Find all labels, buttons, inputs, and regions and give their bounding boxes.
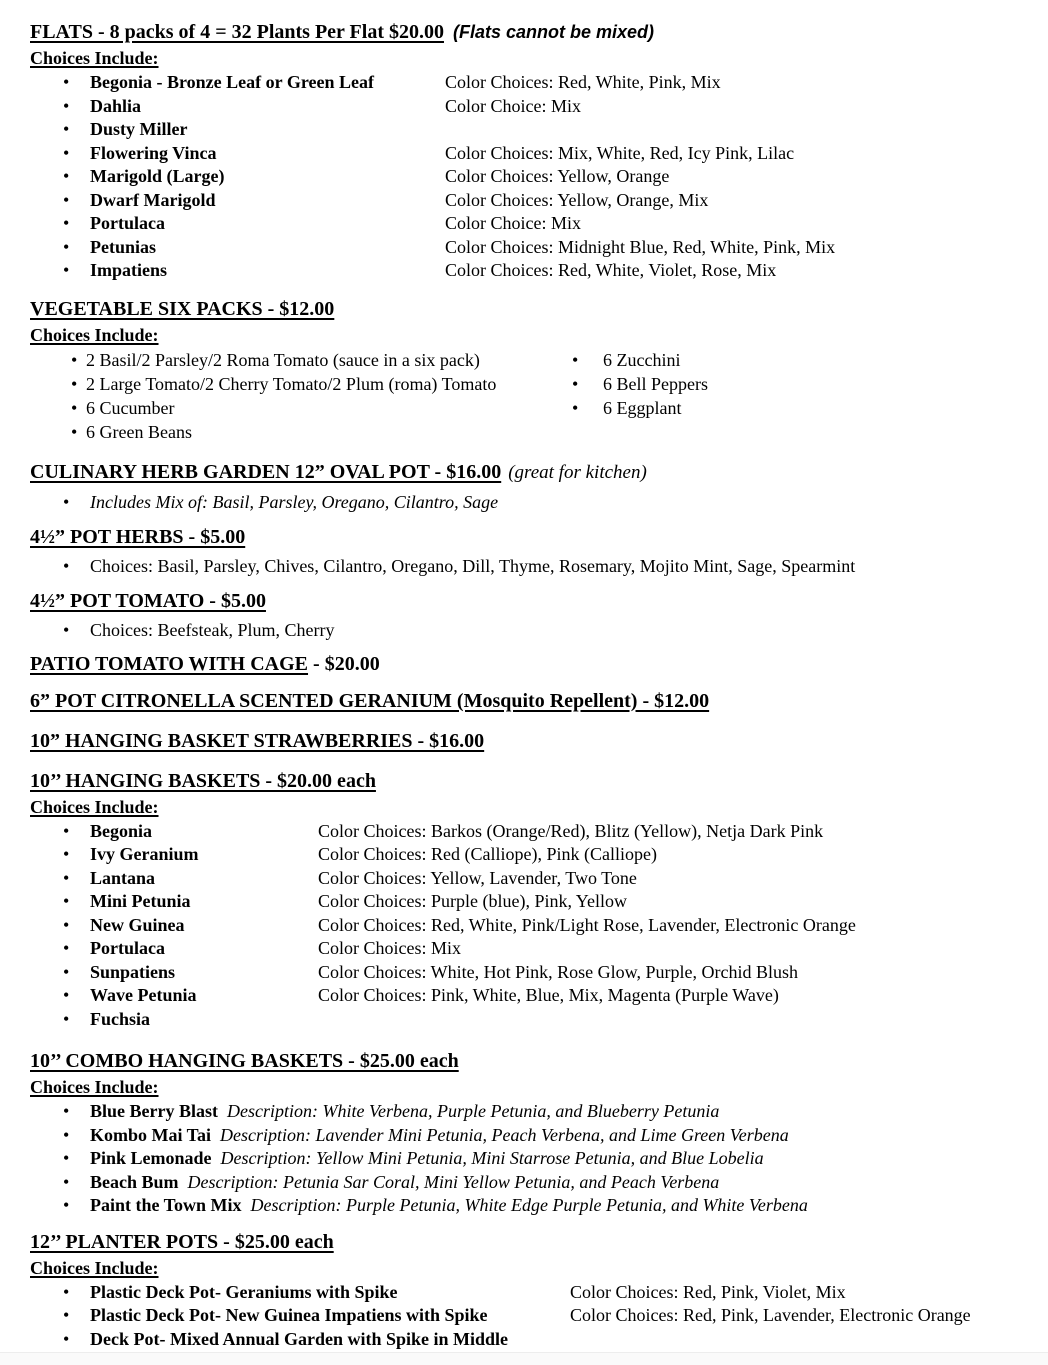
color-choices: Color Choice: Mix <box>445 95 581 116</box>
list-item <box>30 348 531 372</box>
section-combo-hanging-baskets <box>30 1048 1028 1218</box>
plant-name: Wave Petunia <box>90 985 197 1005</box>
bullet-icon: • <box>63 142 70 163</box>
flats-note: (Flats cannot be mixed) <box>452 22 655 42</box>
plant-name: Begonia - Bronze Leaf or Green Leaf <box>90 72 374 92</box>
section-pot-tomato <box>30 588 1028 642</box>
list-item <box>30 890 1028 914</box>
plant-name: Portulaca <box>90 938 165 958</box>
bullet-icon: • <box>63 985 70 1005</box>
vegetable-list-left <box>30 348 531 444</box>
list-item <box>30 867 1028 891</box>
bullet-icon: • <box>63 820 70 841</box>
list-item <box>30 259 1028 283</box>
bullet-icon: • <box>63 189 70 210</box>
plant-name: Begonia <box>90 820 153 841</box>
pot-tomato-list <box>30 618 1028 642</box>
color-choices: Color Choices: Yellow, Orange, Mix <box>445 189 709 210</box>
list-item <box>30 236 1028 260</box>
vegetable-title: VEGETABLE SIX PACKS - $12.00 <box>30 297 335 320</box>
color-choices: Color Choices: Purple (blue), Pink, Yellow <box>318 891 627 911</box>
list-item <box>30 820 1028 844</box>
combo-description: Description: White Verbena, Purple Petunia, and Blueberry Petunia <box>227 1101 720 1121</box>
bullet-icon: • <box>63 491 70 512</box>
veg-item-text: 6 Cucumber <box>86 397 175 418</box>
hanging-choices-label: Choices Include: <box>30 796 159 817</box>
list-item <box>30 212 1028 236</box>
bullet-icon: • <box>63 867 70 888</box>
plant-name: Marigold (Large) <box>90 166 225 186</box>
hanging-heading <box>30 768 1028 794</box>
bullet-icon: • <box>63 213 70 233</box>
list-item <box>531 348 708 372</box>
combo-description: Description: Yellow Mini Petunia, Mini Starrose Petunia, and Blue Lobelia <box>220 1148 764 1168</box>
plant-name: Plastic Deck Pot- Geraniums with Spike <box>90 1281 398 1302</box>
plant-name: Mini Petunia <box>90 891 191 911</box>
color-choices: Color Choices: Red, Pink, Lavender, Electronic Orange <box>570 1305 971 1325</box>
hanging-list <box>30 820 1028 1032</box>
bullet-icon: • <box>63 1305 70 1325</box>
plant-name: New Guinea <box>90 914 185 935</box>
list-item <box>30 420 531 444</box>
planter-heading <box>30 1229 1028 1255</box>
veg-item-text: 2 Large Tomato/2 Cherry Tomato/2 Plum (roma) Tomato <box>86 373 497 394</box>
plant-name: Dwarf Marigold <box>90 189 216 210</box>
bullet-icon: • <box>63 166 70 186</box>
section-citronella-geranium <box>30 688 1028 714</box>
herb-choices-text: Choices: Basil, Parsley, Chives, Cilantro, Oregano, Dill, Thyme, Rosemary, Mojito Mint, Sage, Spearmint <box>90 555 856 576</box>
bullet-icon: • <box>63 938 70 958</box>
list-item <box>531 396 708 420</box>
culinary-note: (great for kitchen) <box>508 461 647 483</box>
section-hanging-baskets <box>30 768 1028 1032</box>
bullet-icon: • <box>63 1195 70 1215</box>
combo-name: Beach Bum <box>90 1171 179 1192</box>
flats-list <box>30 71 1028 283</box>
color-choices: Color Choices: Red, White, Pink/Light Rose, Lavender, Electronic Orange <box>318 914 856 935</box>
veg-item-text: 6 Green Beans <box>86 421 192 442</box>
bullet-icon: • <box>63 619 70 640</box>
color-choices: Color Choices: Yellow, Orange <box>445 166 670 186</box>
bullet-icon: • <box>63 961 70 982</box>
flats-title: FLATS - 8 packs of 4 = 32 Plants Per Flat $20.00 <box>30 21 444 43</box>
list-item <box>30 843 1028 867</box>
bullet-icon: • <box>63 555 70 576</box>
bullet-icon: • <box>71 397 78 418</box>
bullet-icon: • <box>63 236 70 257</box>
bullet-icon: • <box>63 95 70 116</box>
patio-tomato-heading <box>30 651 1028 677</box>
combo-heading <box>30 1048 1028 1074</box>
list-item <box>30 937 1028 961</box>
plant-name: Ivy Geranium <box>90 844 199 864</box>
tomato-choices-text: Choices: Beefsteak, Plum, Cherry <box>90 619 335 640</box>
citronella-title: 6” POT CITRONELLA SCENTED GERANIUM (Mosquito Repellent) - $12.00 <box>30 689 710 712</box>
plant-name: Sunpatiens <box>90 961 176 982</box>
combo-name: Paint the Town Mix <box>90 1195 242 1215</box>
veg-item-text: 6 Bell Peppers <box>603 373 708 394</box>
list-item <box>30 95 1028 119</box>
plant-name: Petunias <box>90 236 157 257</box>
plant-name: Flowering Vinca <box>90 142 217 163</box>
list-item <box>30 490 1028 514</box>
pot-herbs-heading <box>30 524 1028 550</box>
patio-tomato-title: PATIO TOMATO WITH CAGE <box>30 652 309 675</box>
section-pot-herbs <box>30 524 1028 578</box>
color-choices: Color Choices: Barkos (Orange/Red), Blitz (Yellow), Netja Dark Pink <box>318 820 824 841</box>
list-item <box>30 396 531 420</box>
color-choices: Color Choices: Mix <box>318 938 461 958</box>
list-item <box>531 372 708 396</box>
bullet-icon: • <box>63 260 70 280</box>
plant-name: Lantana <box>90 867 156 888</box>
bullet-icon: • <box>63 844 70 864</box>
bullet-icon: • <box>63 119 70 139</box>
veg-item-text: 6 Zucchini <box>603 349 681 370</box>
planter-list <box>30 1281 1028 1352</box>
bullet-icon: • <box>572 373 579 394</box>
list-item <box>30 1328 1028 1352</box>
combo-title: 10’’ COMBO HANGING BASKETS - $25.00 each <box>30 1050 459 1072</box>
section-strawberry-basket <box>30 728 1028 754</box>
plant-name: Dusty Miller <box>90 119 188 139</box>
section-planter-pots <box>30 1229 1028 1352</box>
list-item <box>30 1281 1028 1305</box>
plant-name: Impatiens <box>90 260 168 280</box>
flats-choices-label: Choices Include: <box>30 48 159 68</box>
color-choices: Color Choices: Red, White, Violet, Rose, Mix <box>445 260 777 280</box>
list-item <box>30 1304 1028 1328</box>
list-item <box>30 914 1028 938</box>
veg-item-text: 6 Eggplant <box>603 397 682 418</box>
plant-name: Portulaca <box>90 213 165 233</box>
bullet-icon: • <box>63 72 70 92</box>
plant-name: Dahlia <box>90 95 142 116</box>
bullet-icon: • <box>63 1148 70 1168</box>
list-item <box>30 165 1028 189</box>
bullet-icon: • <box>63 891 70 911</box>
color-choices: Color Choices: White, Hot Pink, Rose Glow, Purple, Orchid Blush <box>318 961 798 982</box>
section-patio-tomato <box>30 651 1028 677</box>
flats-heading <box>30 19 1028 45</box>
color-choices: Color Choices: Red, White, Pink, Mix <box>445 72 721 92</box>
vegetable-choices-label: Choices Include: <box>30 324 159 345</box>
plant-name: Deck Pot- Mixed Annual Garden with Spike in Middle <box>90 1328 509 1349</box>
section-culinary-herb-garden <box>30 459 1028 514</box>
combo-list <box>30 1100 1028 1218</box>
list-item <box>30 1171 1028 1195</box>
bullet-icon: • <box>63 1281 70 1302</box>
list-item <box>30 189 1028 213</box>
list-item <box>30 372 531 396</box>
culinary-mix-text: Includes Mix of: Basil, Parsley, Oregano, Cilantro, Sage <box>90 491 499 512</box>
list-item <box>30 554 1028 578</box>
plant-name: Fuchsia <box>90 1008 151 1029</box>
culinary-title: CULINARY HERB GARDEN 12” OVAL POT - $16.00 <box>30 460 502 483</box>
strawberries-title: 10” HANGING BASKET STRAWBERRIES - $16.00 <box>30 729 485 752</box>
bullet-icon: • <box>572 397 579 418</box>
bullet-icon: • <box>71 421 78 442</box>
list-item <box>30 618 1028 642</box>
bullet-icon: • <box>63 1171 70 1192</box>
combo-description: Description: Petunia Sar Coral, Mini Yellow Petunia, and Peach Verbena <box>187 1171 720 1192</box>
pot-tomato-title: 4½” POT TOMATO - $5.00 <box>30 589 266 612</box>
vegetable-list-right <box>531 348 708 444</box>
combo-description: Description: Lavender Mini Petunia, Peach Verbena, and Lime Green Verbena <box>220 1124 789 1145</box>
pot-tomato-heading <box>30 588 1028 614</box>
list-item <box>30 71 1028 95</box>
bullet-icon: • <box>71 349 78 370</box>
planter-title: 12’’ PLANTER POTS - $25.00 each <box>30 1230 334 1253</box>
pot-herbs-title: 4½” POT HERBS - $5.00 <box>30 525 246 548</box>
bullet-icon: • <box>63 1008 70 1029</box>
list-item <box>30 1008 1028 1032</box>
veg-item-text: 2 Basil/2 Parsley/2 Roma Tomato (sauce in a six pack) <box>86 349 480 370</box>
bullet-icon: • <box>63 1124 70 1145</box>
combo-description: Description: Purple Petunia, White Edge Purple Petunia, and White Verbena <box>250 1195 808 1215</box>
bullet-icon: • <box>71 373 78 394</box>
pot-herbs-list <box>30 554 1028 578</box>
color-choices: Color Choice: Mix <box>445 213 581 233</box>
bullet-icon: • <box>572 349 579 370</box>
list-item <box>30 1194 1028 1218</box>
strawberries-heading <box>30 728 1028 754</box>
section-vegetable-six-packs <box>30 296 1028 444</box>
list-item <box>30 1100 1028 1124</box>
color-choices: Color Choices: Midnight Blue, Red, White, Pink, Mix <box>445 236 836 257</box>
list-item <box>30 1147 1028 1171</box>
hanging-title: 10’’ HANGING BASKETS - $20.00 each <box>30 769 376 792</box>
citronella-heading <box>30 688 1028 714</box>
list-item <box>30 142 1028 166</box>
bullet-icon: • <box>63 914 70 935</box>
vegetable-columns <box>30 348 1028 444</box>
patio-tomato-price: - $20.00 <box>308 652 380 675</box>
vegetable-heading <box>30 296 1028 322</box>
culinary-list <box>30 490 1028 514</box>
combo-name: Blue Berry Blast <box>90 1101 218 1121</box>
combo-name: Kombo Mai Tai <box>90 1124 212 1145</box>
plant-name: Plastic Deck Pot- New Guinea Impatiens with Spike <box>90 1305 488 1325</box>
bullet-icon: • <box>63 1328 70 1349</box>
planter-choices-label: Choices Include: <box>30 1257 159 1278</box>
color-choices: Color Choices: Yellow, Lavender, Two Tone <box>318 867 637 888</box>
bullet-icon: • <box>63 1101 70 1121</box>
list-item <box>30 984 1028 1008</box>
list-item <box>30 118 1028 142</box>
combo-name: Pink Lemonade <box>90 1148 212 1168</box>
list-item <box>30 961 1028 985</box>
section-flats <box>30 19 1028 283</box>
page-bottom-edge <box>0 1352 1048 1365</box>
color-choices: Color Choices: Red, Pink, Violet, Mix <box>570 1281 846 1302</box>
combo-choices-label: Choices Include: <box>30 1077 159 1097</box>
color-choices: Color Choices: Pink, White, Blue, Mix, Magenta (Purple Wave) <box>318 985 779 1005</box>
color-choices: Color Choices: Mix, White, Red, Icy Pink, Lilac <box>445 142 795 163</box>
color-choices: Color Choices: Red (Calliope), Pink (Calliope) <box>318 844 657 864</box>
culinary-heading <box>30 459 1028 486</box>
list-item <box>30 1124 1028 1148</box>
